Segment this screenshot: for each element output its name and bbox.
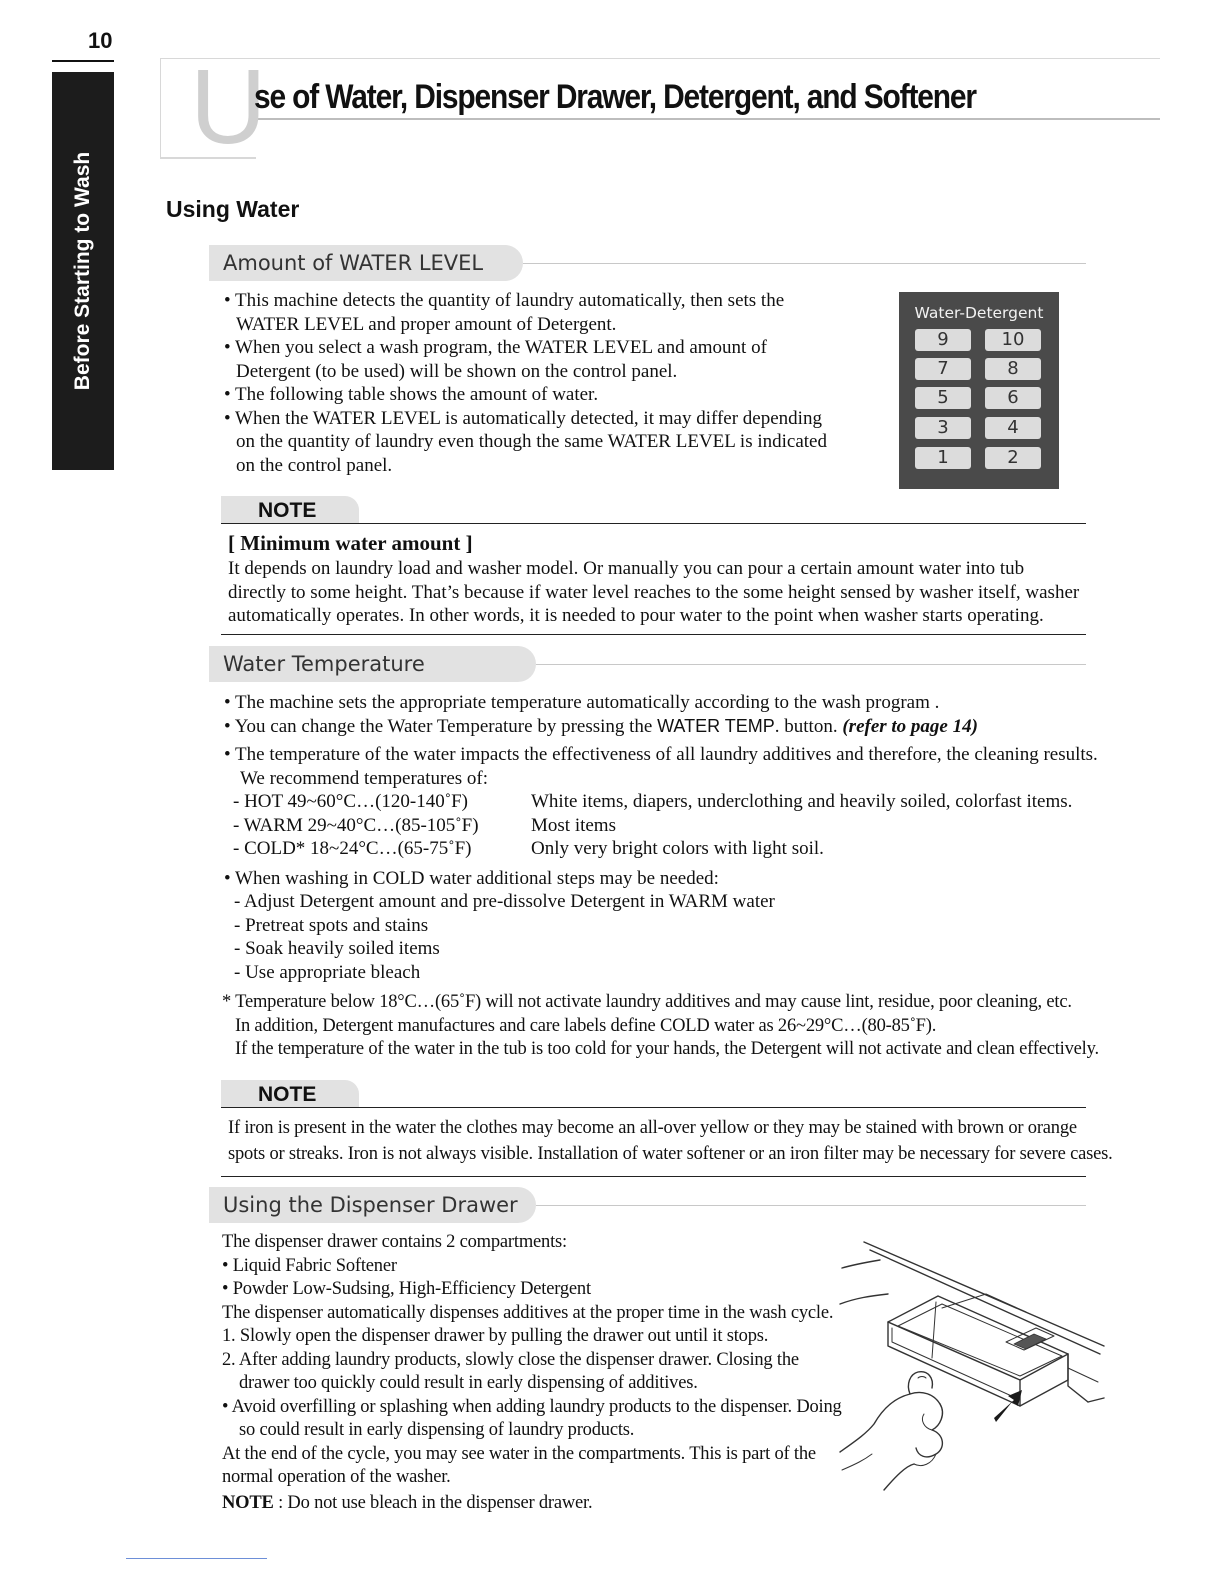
text-line: The dispenser drawer contains 2 compartments: <box>222 1232 567 1252</box>
header-left-line <box>160 58 161 158</box>
text-line: If iron is present in the water the clothes may become an all-over yellow or they may be stained with brown or orange <box>228 1118 1077 1138</box>
text-run: : Do not use bleach in the dispenser drawer. <box>273 1492 593 1513</box>
text-run: . button. <box>774 715 843 737</box>
text-line: • This machine detects the quantity of laundry automatically, then sets the <box>224 290 785 311</box>
text-line: • The following table shows the amount of water. <box>224 384 599 405</box>
text-line: At the end of the cycle, you may see water in the compartments. This is part of the <box>222 1443 816 1464</box>
header-underline <box>252 118 1160 120</box>
text-line: • The machine sets the appropriate temperature automatically according to the wash program . <box>224 692 940 713</box>
temp-desc: Most items <box>531 814 616 836</box>
level-button-8: 8 <box>985 358 1041 380</box>
header-top-line <box>160 58 1160 59</box>
dispenser-body <box>222 1231 842 1515</box>
note-top-rule <box>221 1107 1086 1108</box>
text-line: automatically operates. In other words, it is needed to pour water to the point when washer starts operating. <box>228 605 1044 626</box>
level-button-7: 7 <box>915 358 971 380</box>
level-button-3: 3 <box>915 417 971 439</box>
side-tab <box>52 72 114 470</box>
text-line <box>224 715 1098 739</box>
note-bottom-rule <box>221 634 1086 635</box>
temp-label: - COLD* 18~24°C…(65-75˚F) <box>233 838 472 859</box>
water-temp-button-ref: WATER TEMP <box>657 715 775 736</box>
level-button-5: 5 <box>915 387 971 409</box>
temp-label: - HOT 49~60°C…(120-140˚F) <box>233 791 468 812</box>
section-title: Using Water <box>166 196 300 222</box>
text-line: 2. After adding laundry products, slowly close the dispenser drawer. Closing the <box>222 1349 799 1370</box>
text-line <box>222 1492 842 1516</box>
note-label: NOTE <box>221 496 359 524</box>
panel-title: Water-Detergent <box>914 304 1044 322</box>
text-line: on the quantity of laundry even though the same WATER LEVEL is indicated <box>236 431 827 452</box>
text-line: - Soak heavily soiled items <box>234 938 440 959</box>
text-line: normal operation of the washer. <box>222 1467 451 1487</box>
water-temperature-body <box>224 691 1098 984</box>
water-temperature-heading: Water Temperature <box>209 646 536 682</box>
temperature-row <box>224 814 1098 838</box>
level-button-1: 1 <box>915 447 971 469</box>
text-line: • The temperature of the water impacts the effectiveness of all laundry additives and therefore, the cleaning results. <box>224 744 1098 765</box>
temperature-footnote <box>222 991 1099 1062</box>
note-bottom-rule <box>221 1176 1086 1177</box>
text-line: - Adjust Detergent amount and pre-dissolve Detergent in WARM water <box>234 891 775 912</box>
footer-underline <box>126 1558 267 1559</box>
note-title: [ Minimum water amount ] <box>228 531 473 555</box>
dispenser-heading-line <box>536 1205 1086 1206</box>
text-line: In addition, Detergent manufactures and care labels define COLD water as 26~29°C…(80-85˚F). <box>235 1015 937 1036</box>
note-body <box>228 1115 1113 1167</box>
temp-label: - WARM 29~40°C…(85-105˚F) <box>233 814 479 836</box>
text-line: The dispenser automatically dispenses additives at the proper time in the wash cycle. <box>222 1302 834 1323</box>
header-initial-letter: U <box>190 48 265 166</box>
page-reference: (refer to page 14) <box>842 715 978 737</box>
level-button-4: 4 <box>985 417 1041 439</box>
text-line: directly to some height. That’s because if water level reaches to the some height sensed by washer itself, washer <box>228 581 1080 603</box>
water-detergent-panel <box>899 292 1059 489</box>
water-temperature-heading-line <box>536 664 1086 665</box>
text-line: drawer too quickly could result in early dispensing of additives. <box>239 1373 698 1393</box>
level-button-6: 6 <box>985 387 1041 409</box>
temp-desc: White items, diapers, underclothing and heavily soiled, colorfast items. <box>531 791 1073 812</box>
text-line: • Powder Low-Sudsing, High-Efficiency Detergent <box>222 1279 591 1299</box>
dispenser-heading: Using the Dispenser Drawer <box>209 1187 536 1223</box>
text-line: * Temperature below 18°C…(65˚F) will not activate laundry additives and may cause lint, residue, poor cleaning, etc. <box>222 992 1072 1012</box>
temperature-row <box>224 790 1098 814</box>
side-tab-label: Before Starting to Wash <box>71 151 94 391</box>
water-level-bullets <box>224 289 827 477</box>
text-line: on the control panel. <box>236 454 393 476</box>
text-line: • When the WATER LEVEL is automatically detected, it may differ depending <box>224 407 822 429</box>
text-line: - Pretreat spots and stains <box>234 914 429 936</box>
text-run: • You can change the Water Temperature by pressing the <box>224 715 658 737</box>
text-line: - Use appropriate bleach <box>234 961 421 983</box>
text-line: 1. Slowly open the dispenser drawer by pulling the drawer out until it stops. <box>222 1326 769 1346</box>
text-line: • Liquid Fabric Softener <box>222 1255 397 1276</box>
dispenser-drawer-illustration <box>836 1238 1108 1492</box>
note-body <box>228 557 1079 628</box>
text-line: spots or streaks. Iron is not always visible. Installation of water softener or an iron filter may be necessary for severe cases. <box>228 1144 1113 1164</box>
note-top-rule <box>221 523 1086 524</box>
text-line: Detergent (to be used) will be shown on the control panel. <box>236 360 678 382</box>
temp-desc: Only very bright colors with light soil. <box>531 838 824 859</box>
text-line: It depends on laundry load and washer model. Or manually you can pour a certain amount water into tub <box>228 558 1025 579</box>
note-label: NOTE <box>221 1080 359 1108</box>
note-inline-label: NOTE <box>222 1492 274 1513</box>
page-title: se of Water, Dispenser Drawer, Detergent, and Softener <box>254 78 976 116</box>
text-line: • When washing in COLD water additional steps may be needed: <box>224 867 719 889</box>
level-button-9: 9 <box>915 329 971 351</box>
temperature-row <box>224 837 1098 861</box>
text-line: • Avoid overfilling or splashing when adding laundry products to the dispenser. Doing <box>222 1396 842 1417</box>
level-button-10: 10 <box>985 329 1041 351</box>
page-number-rule <box>52 60 114 62</box>
level-button-2: 2 <box>985 447 1041 469</box>
water-level-heading: Amount of WATER LEVEL <box>209 245 523 281</box>
text-line: We recommend temperatures of: <box>240 767 489 789</box>
text-line: WATER LEVEL and proper amount of Detergent. <box>236 313 617 335</box>
water-level-heading-line <box>523 263 1086 264</box>
page-number: 10 <box>88 28 113 53</box>
text-line: so could result in early dispensing of laundry products. <box>239 1420 635 1440</box>
text-line: If the temperature of the water in the tub is too cold for your hands, the Detergent will not activate and clean effectively. <box>235 1039 1099 1059</box>
text-line: • When you select a wash program, the WATER LEVEL and amount of <box>224 337 767 358</box>
